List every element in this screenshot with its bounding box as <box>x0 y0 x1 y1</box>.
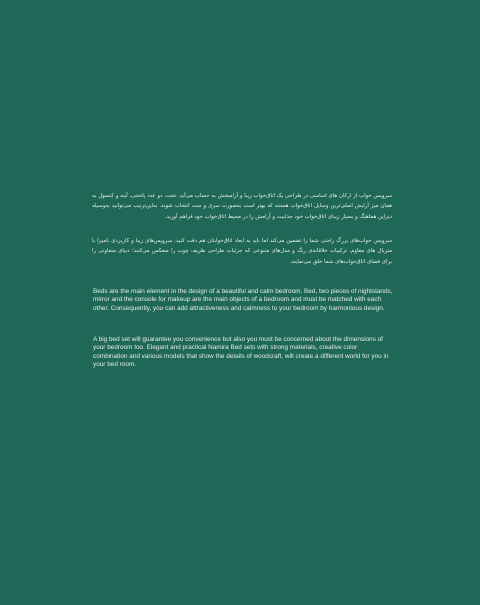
english-paragraph-2: A big bed set will guarantee you convenience but also you must be concerned about the dimensions of your bedroom too. Elegant and practical Namira Bed sets with strong materials, creative color combination and various models that show the details of woodcraft, will create a different world for you in your bed room. <box>93 336 389 369</box>
persian-paragraph-2: سرویس خواب‌های بزرگ راحتی شما را تضمین می‌کند اما باید به ابعاد اتاق‌خوابتان هم دقت کنید. سرویس‌های زیبا و کاربردی نامیرا با متریال های مقاوم، ترکیبات خلاقانه‌ی رنگ و مدل‌های متنوعی که جزئیات طراحی ظریف چوب را منعکس می‌کنند؛ دنیای متفاوتی را برای فضای اتاق‌خواب‌های شما خلق می‌نمایند. <box>92 238 392 265</box>
persian-paragraph-1: سرویس خواب از ارکان های اساسی در طراحی یک اتاق‌خواب زیبا و آرامبخش به حساب می‌آید. تخت، دو عدد پاتختی، آینه و کنسول به همان میز آرایش اصلی‌ترین وسایل اتاق‌خواب هستند که بهتر است به‌صورت سری و ست انتخاب شوند. به‌این‌ترتیب می‌توانید به‌وسیله دیزاین هماهنگ و بسیار زیبای اتاق‌خواب خود جذابیت و آرامش را در محیط اتاق‌خواب خود فراهم آورید. <box>92 193 392 220</box>
english-paragraph-1: Beds are the main element in the design of a beautiful and calm bedroom. Bed, two pieces of nightstands, mirror and the console for makeup are the main objects of a bedroom and must be matched with each other. Consequently, you can add attractiveness and calmness to your bedroom by harmonious design. <box>93 288 393 312</box>
